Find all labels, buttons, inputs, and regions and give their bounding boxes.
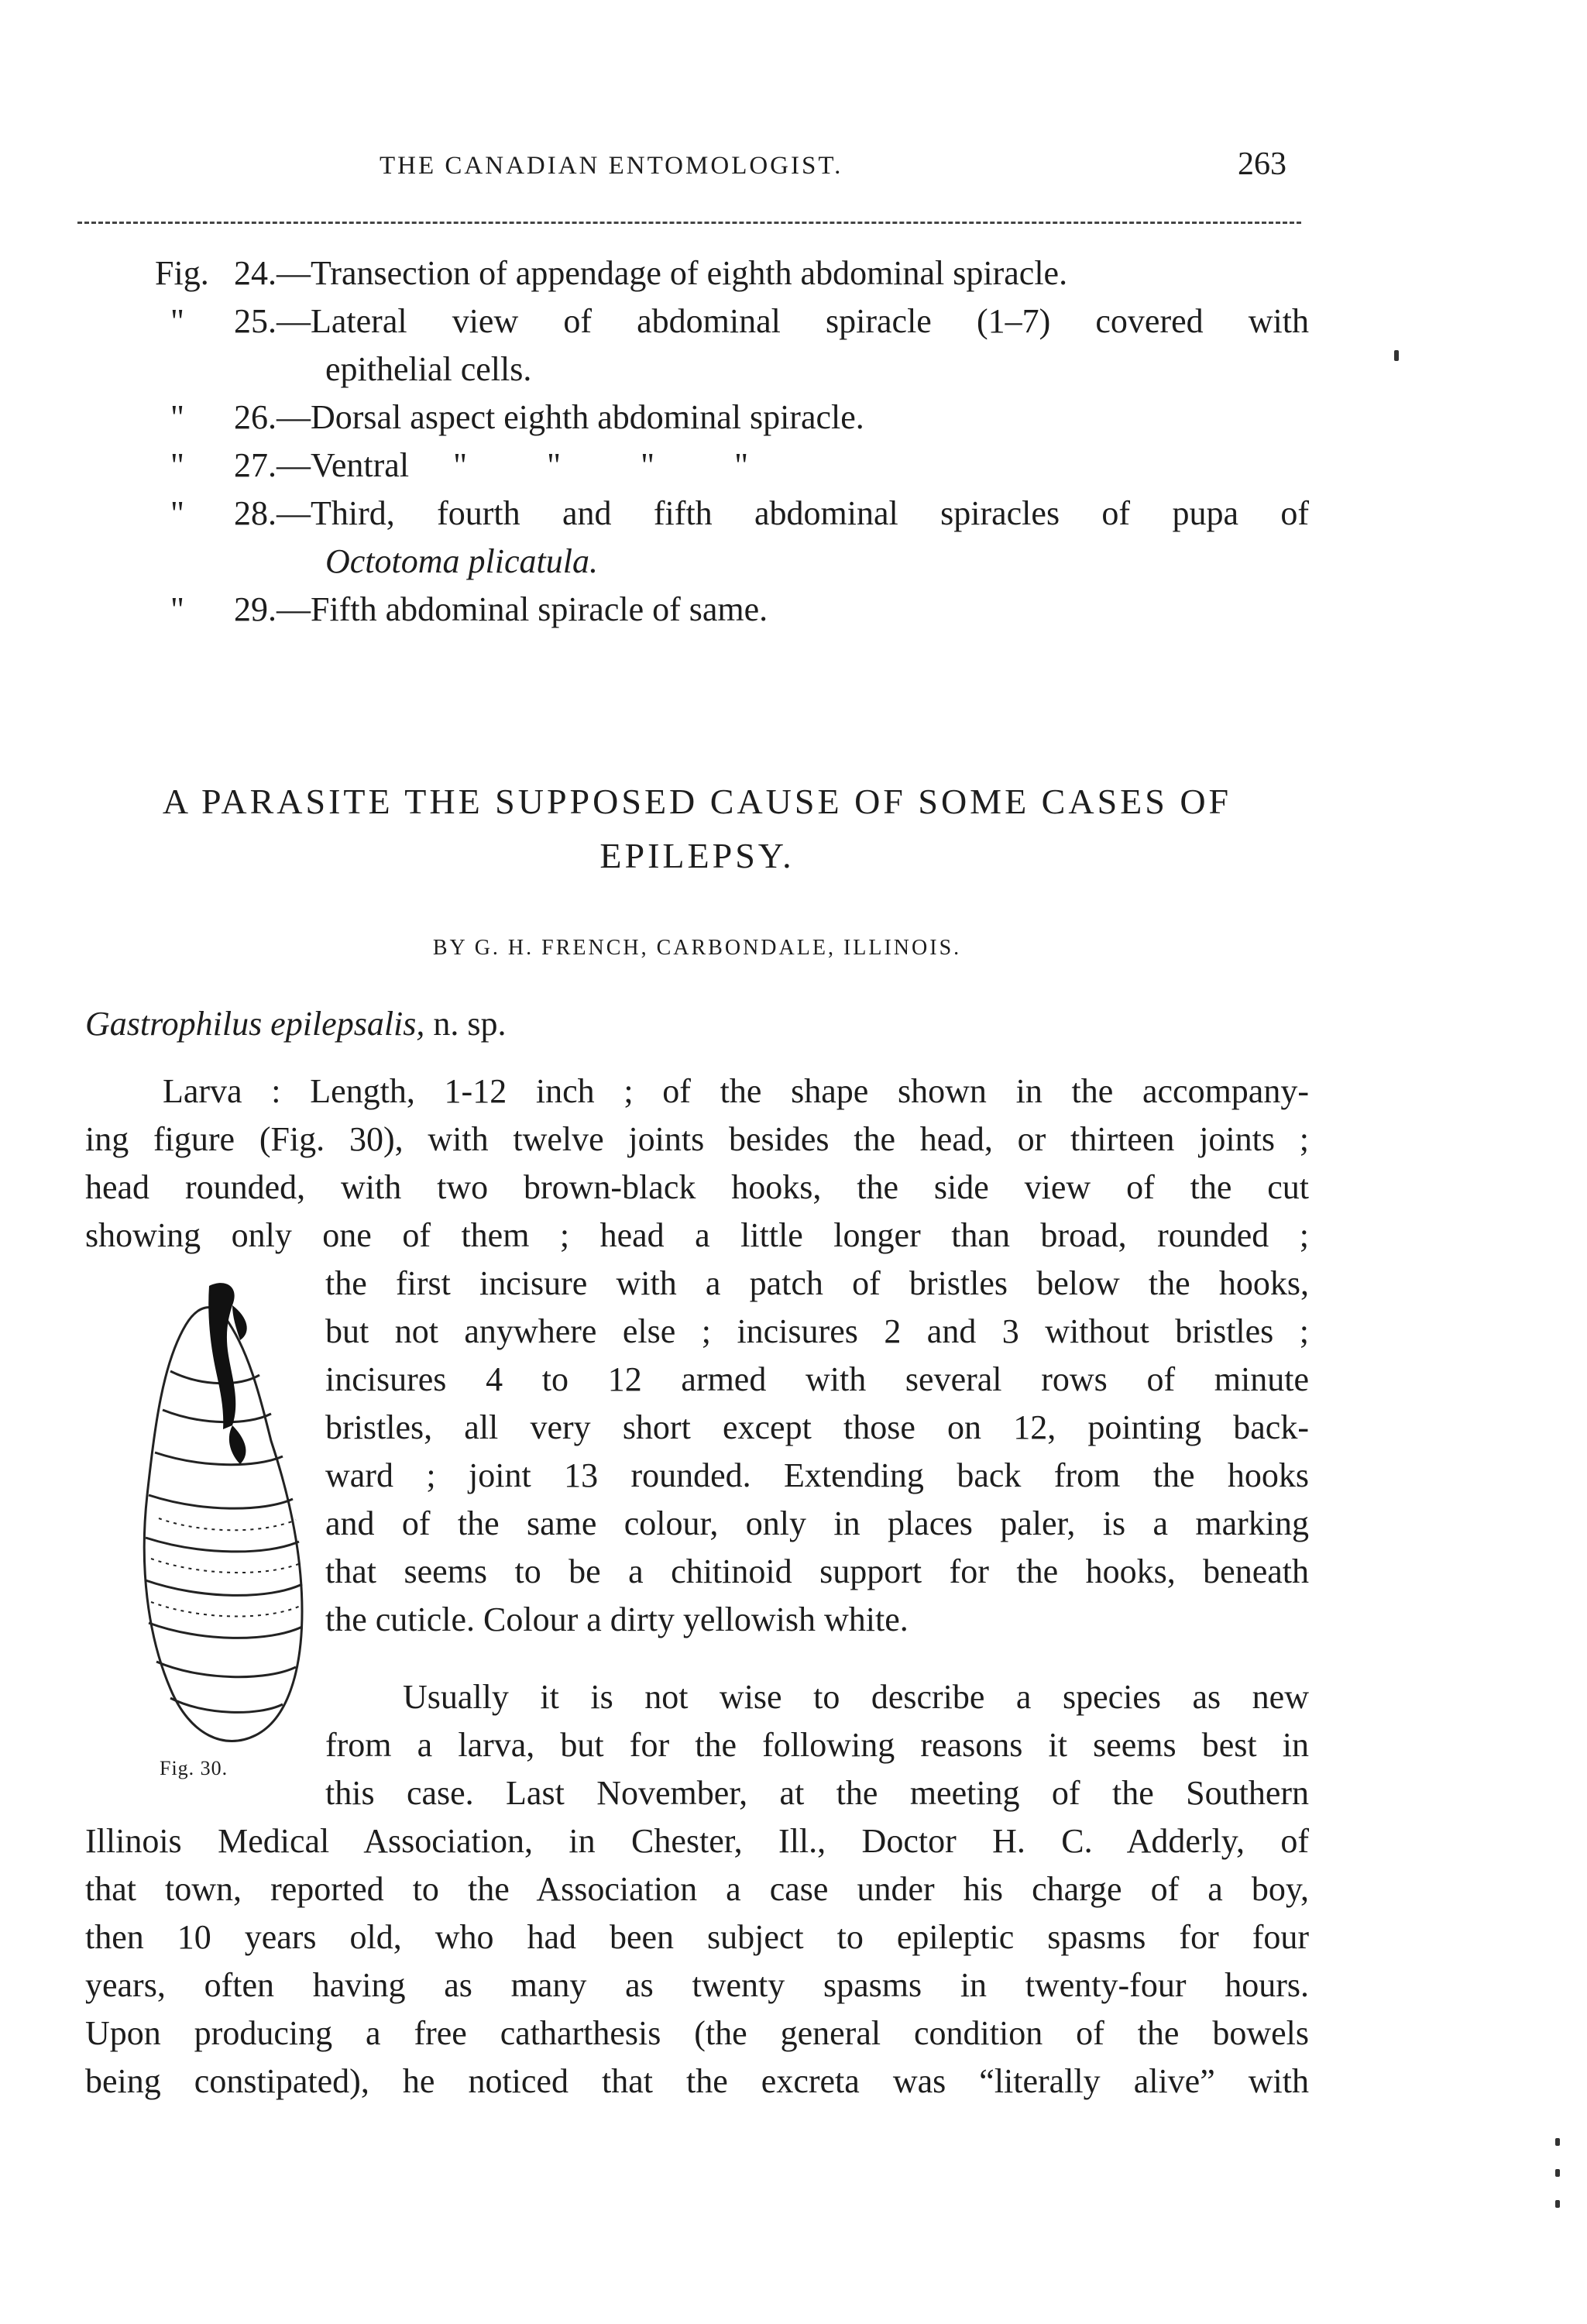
text-line: Larva : Length, 1-12 inch ; of the shape shown in the accompany- [163, 1072, 1309, 1110]
caption-text: —Fifth abdominal spiracle of same. [277, 590, 768, 628]
paragraph-larva-wrapped [325, 1260, 1309, 1644]
figure-caption-list [155, 249, 1309, 634]
caption-fig-27 [155, 442, 1309, 490]
caption-text: —Transection of appendage of eighth abdominal spiracle. [277, 254, 1068, 292]
caption-number: 29. [234, 590, 277, 628]
text-line: incisures 4 to 12 armed with several rows of minute [325, 1360, 1309, 1398]
article-title-line-2: EPILEPSY. [599, 836, 795, 875]
species-suffix: n. sp. [433, 1005, 507, 1043]
text-line: years, often having as many as twenty spasms in twenty-four hours. [85, 1966, 1309, 2004]
ditto-mark: " [547, 446, 562, 484]
caption-text-continued: epithelial cells. [325, 350, 532, 388]
text-line: the cuticle. Colour a dirty yellowish white. [325, 1600, 909, 1638]
caption-number: 27. [234, 446, 277, 484]
figure-label: Fig. 30. [160, 1757, 228, 1779]
text-line: but not anywhere else ; incisures 2 and 3 without bristles ; [325, 1312, 1309, 1350]
text-line: Usually it is not wise to describe a species as new [403, 1678, 1309, 1716]
article-title [85, 775, 1309, 883]
caption-species: Octotoma plicatula. [325, 542, 598, 580]
ditto-mark: " [641, 446, 655, 484]
margin-speck [1555, 2169, 1560, 2177]
text-line: head rounded, with two brown-black hooks, the side view of the cut [85, 1168, 1309, 1206]
text-line: ing figure (Fig. 30), with twelve joints besides the head, or thirteen joints ; [85, 1120, 1309, 1158]
margin-speck [1555, 2200, 1560, 2208]
caption-text: —Third, fourth and fifth abdominal spiracles of pupa of [277, 494, 1309, 532]
text-line: bristles, all very short except those on 12, pointing back- [325, 1408, 1309, 1446]
paragraph-usually [85, 1817, 1309, 2106]
text-line: from a larva, but for the following reasons it seems best in [325, 1726, 1309, 1764]
text-line: that town, reported to the Association a case under his charge of a boy, [85, 1870, 1309, 1908]
text-line: then 10 years old, who had been subject to epileptic spasms for four [85, 1918, 1309, 1956]
caption-number: 26. [234, 398, 277, 436]
species-heading [85, 1004, 507, 1043]
caption-mark: " [170, 590, 184, 628]
caption-mark: " [170, 494, 184, 532]
text-line: ward ; joint 13 rounded. Extending back from the hooks [325, 1456, 1309, 1494]
paragraph-usually-wrapped [325, 1673, 1309, 1817]
text-line: being constipated), he noticed that the excreta was “literally alive” with [85, 2062, 1309, 2100]
caption-number: 24. [234, 254, 277, 292]
running-title: THE CANADIAN ENTOMOLOGIST. [380, 152, 843, 180]
paragraph-larva [85, 1067, 1309, 1260]
text-line: showing only one of them ; head a little longer than broad, rounded ; [85, 1216, 1309, 1254]
byline: BY G. H. FRENCH, CARBONDALE, ILLINOIS. [432, 936, 962, 960]
page-number: 263 [1238, 146, 1286, 182]
margin-speck [1394, 350, 1399, 361]
caption-number: 28. [234, 494, 277, 532]
text-line: that seems to be a chitinoid support for the hooks, beneath [325, 1552, 1309, 1590]
larva-illustration [116, 1270, 318, 1774]
caption-fig-28 [155, 490, 1309, 586]
ditto-mark: " [734, 446, 749, 484]
caption-fig-25 [155, 297, 1309, 394]
header-rule [77, 222, 1301, 224]
ditto-mark: " [453, 446, 468, 484]
text-line: Illinois Medical Association, in Chester, Ill., Doctor H. C. Adderly, of [85, 1822, 1309, 1860]
caption-mark: Fig. [155, 254, 209, 292]
text-line: the first incisure with a patch of bristles below the hooks, [325, 1264, 1309, 1302]
caption-mark: " [170, 398, 184, 436]
article-title-line-1: A PARASITE THE SUPPOSED CAUSE OF SOME CASES OF [162, 782, 1232, 821]
text-line: this case. Last November, at the meeting of the Southern [325, 1774, 1309, 1812]
species-name: Gastrophilus epilepsalis, [85, 1005, 425, 1043]
caption-text: —Ventral [277, 446, 410, 484]
caption-text: —Dorsal aspect eighth abdominal spiracle. [277, 398, 864, 436]
text-line: Upon producing a free catharthesis (the general condition of the bowels [85, 2014, 1309, 2052]
caption-mark: " [170, 446, 184, 484]
caption-fig-26 [155, 394, 1309, 442]
caption-mark: " [170, 302, 184, 340]
caption-fig-24 [155, 249, 1309, 297]
text-line: and of the same colour, only in places paler, is a marking [325, 1504, 1309, 1542]
margin-speck [1555, 2138, 1560, 2146]
caption-text: —Lateral view of abdominal spiracle (1–7) covered with [277, 302, 1309, 340]
caption-number: 25. [234, 302, 277, 340]
caption-fig-29 [155, 586, 1309, 634]
